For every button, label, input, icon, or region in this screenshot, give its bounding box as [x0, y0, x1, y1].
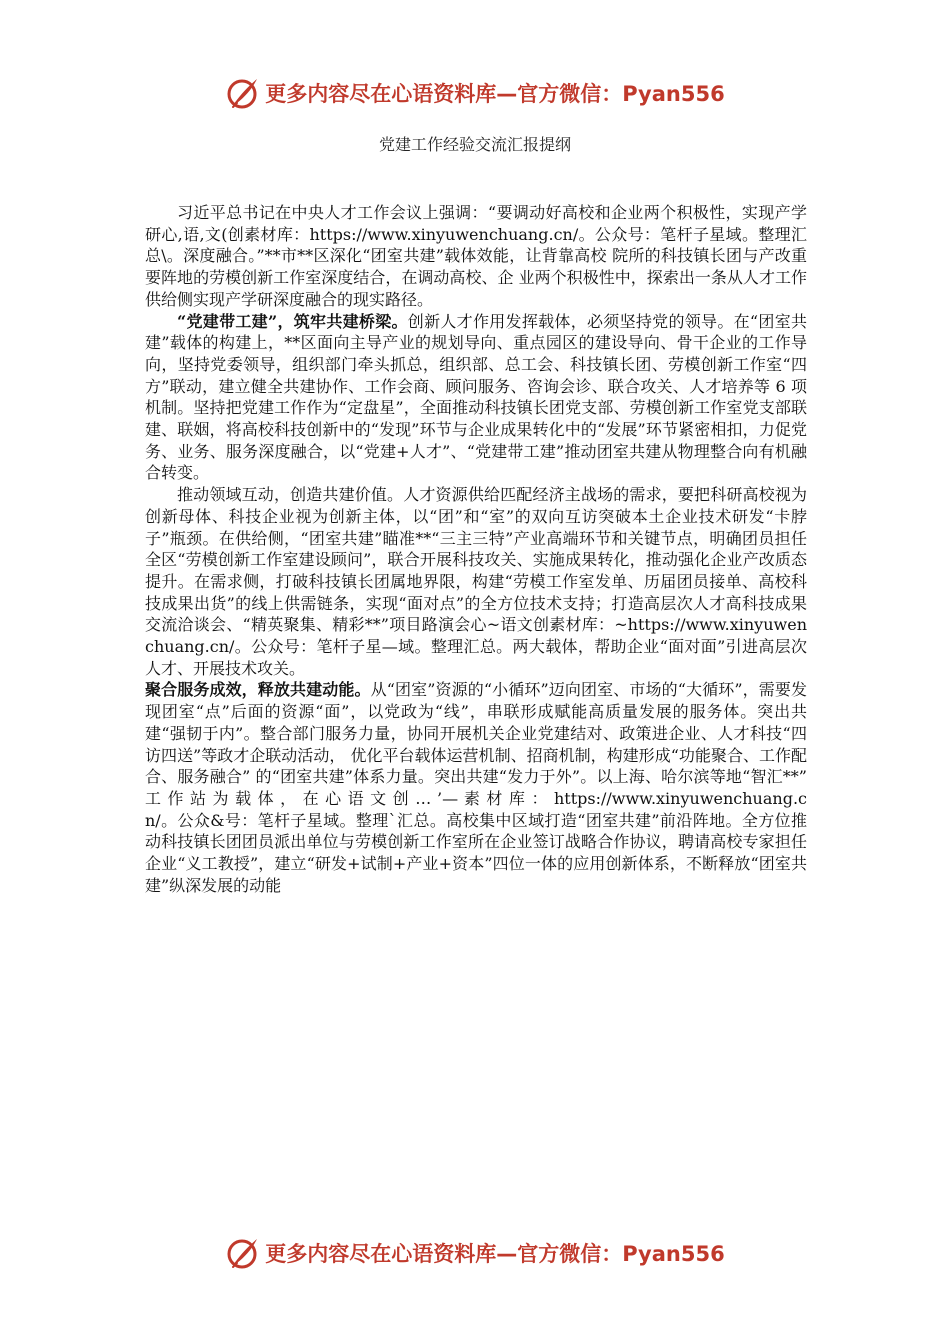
quill-pen-logo-icon: [225, 75, 261, 111]
paragraph-party-building: [145, 311, 807, 485]
quill-pen-logo-icon: [225, 1235, 261, 1271]
paragraph-domain-interaction: [145, 484, 807, 679]
header-watermark-banner: [0, 73, 950, 113]
paragraph-heading: “党建带工建”，筑牢共建桥梁。: [177, 311, 408, 331]
footer-watermark-banner: [0, 1233, 950, 1273]
document-title: 党建工作经验交流汇报提纲: [378, 135, 571, 154]
paragraph-text: 习近平总书记在中央人才工作会议上强调：“要调动好高校和企业两个积极性，实现产学研心,语,文(创素材库：https://www.xinyuwenchuang.cn/。公众号：笔杆子星域。整理汇总\。深度融合。”**市**区深化“团室共建”载体效能，让背靠高校 院所的科技镇长团与产改重要阵地的劳模创新工作室深度结合，在调动高校、企 业两个积极性中，探索出一条从人才工作供给侧实现产学研深度融合的现实路径。: [145, 203, 807, 309]
paragraph-text: 创新人才作用发挥载体，必须坚持党的领导。在“团室共建”载体的构建上，**区面向主导产业的规划导向、重点园区的建设导向、骨干企业的工作导向，坚持党委领导，组织部门牵头抓总，组织部、总工会、科技镇长团、劳模创新工作室“四方”联动，建立健全共建协作、工作会商、顾问服务、咨询会诊、联合攻关、人才培养等 6 项机制。坚持把党建工作作为“定盘星”，全面推动科技镇长团党支部、劳模创新工作室党支部联建、联姻，将高校科技创新中的“发现”环节与企业成果转化中的“发展”环节紧密相扣，力促党务、业务、服务深度融合，以“党建+人才”、“党建带工建”推动团室共建从物理整合向有机融合转变。: [145, 311, 807, 483]
paragraph-text: 推动领域互动，创造共建价值。人才资源供给匹配经济主战场的需求，要把科研高校视为创新母体、科技企业视为创新主体，以“团”和“室”的双向互访突破本土企业技术研发“卡脖子”瓶颈。在供给侧，“团室共建”瞄准**“三主三特”产业高端环节和关键节点，明确团员担任全区“劳模创新工作室建设顾问”，联合开展科技攻关、实施成果转化，推动强化企业产改质态提升。在需求侧，打破科技镇长团属地界限，构建“劳模工作室发单、历届团员接单、高校科技成果出货”的线上供需链条，实现“面对点”的全方位技术支持；打造高层次人才高科技成果交流洽谈会、“精英聚集、精彩**”项目路演会心~语文创素材库：~https://www.xinyuwenchuang.cn/。公众号：笔杆子星—域。整理汇总。两大载体，帮助企业“面对面”引进高层次人才、开展技术攻关。: [145, 485, 807, 678]
watermark-text: 更多内容尽在心语资料库—官方微信：Pyan556: [265, 82, 725, 106]
document-body: [145, 202, 807, 897]
paragraph-intro: [145, 202, 807, 311]
watermark-text: 更多内容尽在心语资料库—官方微信：Pyan556: [265, 1242, 725, 1266]
paragraph-heading: 聚合服务成效，释放共建动能。: [145, 680, 371, 700]
paragraph-text: 从“团室”资源的“小循环”迈向团室、市场的“大循环”，需要发现团室“点”后面的资源“面”，以党政为“线”，串联形成赋能高质量发展的服务体。突出共建“强韧于内”。整合部门服务力量，协同开展机关企业党建结对、政策进企业、人才科技“四访四送”等政才企联动活动， 优化平台载体运营机制、招商机制，构建形成“功能聚合、工作配合、服务融合” 的“团室共建”体系力量。突出共建“发力于外”。以上海、哈尔滨等地“智汇**” 工 作 站 为 载 体 ， 在 心 语 文 创 … ’— 素 材 库 ： https://www.xinyuwenchuang.cn/。公众&号：笔杆子星域。整理`汇总。高校集中区域打造“团室共建”前沿阵地。全方位推动科技镇长团团员派出单位与劳模创新工作室所在企业签订战略合作协议，聘请高校专家担任企业“义工教授”，建立“研发+试制+产业+资本”四位一体的应用创新体系，不断释放“团室共建”纵深发展的动能: [145, 680, 807, 895]
paragraph-service-effect: [145, 679, 807, 896]
